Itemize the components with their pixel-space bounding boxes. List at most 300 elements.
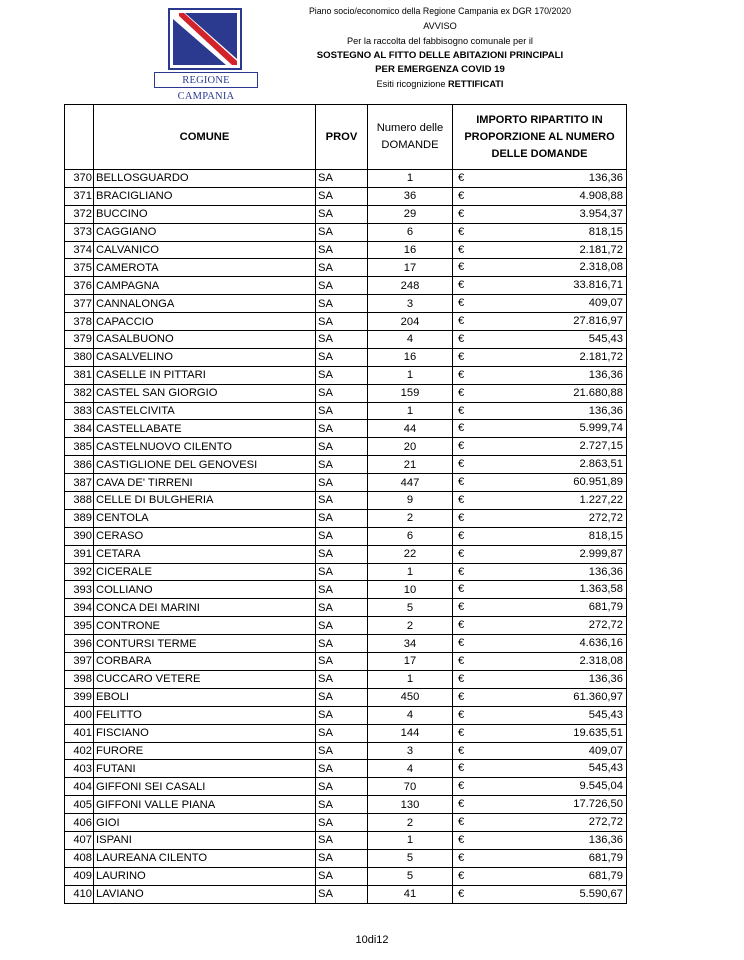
row-importo (453, 867, 627, 885)
row-importo (453, 653, 627, 671)
importo-value: 2.863,51 (579, 458, 623, 471)
row-index: 405 (65, 796, 94, 814)
header-line-6-prefix: Esiti ricognizione (376, 79, 449, 89)
row-comune: GIOI (94, 814, 316, 832)
row-domande: 450 (368, 688, 453, 706)
euro-symbol: € (458, 708, 465, 721)
row-importo (453, 187, 627, 205)
importo-value: 272,72 (588, 816, 623, 829)
row-index: 409 (65, 867, 94, 885)
table-row (65, 831, 627, 849)
header-comune: COMUNE (94, 105, 316, 170)
importo-value: 2.318,08 (579, 261, 623, 274)
row-domande: 2 (368, 617, 453, 635)
row-domande: 16 (368, 241, 453, 259)
row-index: 384 (65, 420, 94, 438)
row-importo (453, 742, 627, 760)
importo-value: 33.816,71 (573, 279, 623, 292)
row-index: 378 (65, 313, 94, 331)
row-comune: BUCCINO (94, 205, 316, 223)
row-domande: 159 (368, 384, 453, 402)
row-domande: 44 (368, 420, 453, 438)
row-domande: 17 (368, 653, 453, 671)
row-comune: FURORE (94, 742, 316, 760)
row-index: 407 (65, 831, 94, 849)
row-prov: SA (316, 313, 368, 331)
row-index: 398 (65, 670, 94, 688)
row-prov: SA (316, 277, 368, 295)
table-row (65, 420, 627, 438)
row-domande: 5 (368, 867, 453, 885)
importo-value: 136,36 (588, 833, 623, 846)
row-comune: CASELLE IN PITTARI (94, 366, 316, 384)
importo-value: 136,36 (588, 565, 623, 578)
row-comune: LAURINO (94, 867, 316, 885)
row-importo (453, 474, 627, 492)
table-row (65, 187, 627, 205)
euro-symbol: € (458, 637, 465, 650)
row-comune: FUTANI (94, 760, 316, 778)
euro-symbol: € (458, 780, 465, 793)
row-comune: CAGGIANO (94, 223, 316, 241)
row-comune: CAVA DE' TIRRENI (94, 474, 316, 492)
header-prov: PROV (316, 105, 368, 170)
table-row (65, 277, 627, 295)
row-prov: SA (316, 545, 368, 563)
euro-symbol: € (458, 350, 465, 363)
row-comune: BELLOSGUARDO (94, 170, 316, 188)
row-importo (453, 277, 627, 295)
euro-symbol: € (458, 172, 465, 184)
row-prov: SA (316, 527, 368, 545)
page-number: 10di12 (355, 934, 389, 946)
regione-campania-crest-icon (168, 8, 242, 70)
row-domande: 5 (368, 849, 453, 867)
header-line-3: Per la raccolta del fabbisogno comunale per il (347, 36, 533, 46)
table-row (65, 205, 627, 223)
importo-value: 2.181,72 (579, 243, 623, 256)
table-row (65, 670, 627, 688)
row-domande: 6 (368, 527, 453, 545)
row-prov: SA (316, 724, 368, 742)
document-header (300, 4, 580, 92)
row-prov: SA (316, 617, 368, 635)
euro-symbol: € (458, 189, 465, 202)
row-importo (453, 527, 627, 545)
importo-value: 409,07 (588, 744, 623, 757)
row-comune: CONTRONE (94, 617, 316, 635)
euro-symbol: € (458, 458, 465, 471)
row-domande: 2 (368, 509, 453, 527)
table-row (65, 796, 627, 814)
row-prov: SA (316, 599, 368, 617)
row-domande: 34 (368, 635, 453, 653)
row-comune: CANNALONGA (94, 295, 316, 313)
row-importo (453, 778, 627, 796)
row-importo (453, 492, 627, 510)
row-index: 392 (65, 563, 94, 581)
row-index: 376 (65, 277, 94, 295)
row-importo (453, 635, 627, 653)
row-index: 383 (65, 402, 94, 420)
euro-symbol: € (458, 494, 465, 507)
row-prov: SA (316, 366, 368, 384)
table-row (65, 581, 627, 599)
row-index: 394 (65, 599, 94, 617)
row-prov: SA (316, 187, 368, 205)
table-row (65, 492, 627, 510)
row-index: 375 (65, 259, 94, 277)
table-row (65, 384, 627, 402)
row-comune: COLLIANO (94, 581, 316, 599)
header-line-1: Piano socio/economico della Regione Campania ex DGR 170/2020 (308, 6, 572, 16)
row-importo (453, 313, 627, 331)
row-prov: SA (316, 653, 368, 671)
row-index: 380 (65, 348, 94, 366)
row-importo (453, 366, 627, 384)
row-importo (453, 223, 627, 241)
euro-symbol: € (458, 672, 465, 685)
row-prov: SA (316, 474, 368, 492)
row-importo (453, 760, 627, 778)
row-importo (453, 509, 627, 527)
header-numero-domande-text: Numero delle DOMANDE (376, 122, 444, 151)
euro-symbol: € (458, 869, 465, 882)
euro-symbol: € (458, 547, 465, 560)
row-comune: GIFFONI SEI CASALI (94, 778, 316, 796)
importo-value: 61.360,97 (573, 690, 623, 703)
row-domande: 5 (368, 599, 453, 617)
row-index: 370 (65, 170, 94, 188)
importo-value: 1.363,58 (579, 583, 623, 596)
row-comune: LAVIANO (94, 885, 316, 903)
euro-symbol: € (458, 440, 465, 453)
table-row (65, 885, 627, 903)
table-row (65, 366, 627, 384)
row-prov: SA (316, 331, 368, 349)
row-domande: 204 (368, 313, 453, 331)
row-prov: SA (316, 831, 368, 849)
row-importo (453, 563, 627, 581)
row-domande: 16 (368, 348, 453, 366)
importo-value: 4.908,88 (579, 189, 623, 202)
row-domande: 41 (368, 885, 453, 903)
row-index: 396 (65, 635, 94, 653)
table-row (65, 509, 627, 527)
importo-value: 136,36 (588, 404, 623, 417)
row-domande: 3 (368, 295, 453, 313)
row-comune: LAUREANA CILENTO (94, 849, 316, 867)
row-index: 387 (65, 474, 94, 492)
row-prov: SA (316, 706, 368, 724)
row-comune: CORBARA (94, 653, 316, 671)
row-index: 399 (65, 688, 94, 706)
importo-value: 818,15 (588, 225, 623, 238)
row-index: 372 (65, 205, 94, 223)
row-importo (453, 670, 627, 688)
row-importo (453, 831, 627, 849)
row-domande: 4 (368, 706, 453, 724)
row-domande: 6 (368, 223, 453, 241)
row-comune: CALVANICO (94, 241, 316, 259)
row-comune: FISCIANO (94, 724, 316, 742)
importo-value: 2.181,72 (579, 350, 623, 363)
row-index: 379 (65, 331, 94, 349)
row-prov: SA (316, 241, 368, 259)
row-importo (453, 885, 627, 903)
euro-symbol: € (458, 261, 465, 274)
table-row (65, 402, 627, 420)
row-index: 389 (65, 509, 94, 527)
row-domande: 1 (368, 670, 453, 688)
row-domande: 1 (368, 563, 453, 581)
allocation-table (64, 104, 627, 904)
row-importo (453, 849, 627, 867)
row-importo (453, 724, 627, 742)
importo-value: 136,36 (588, 672, 623, 685)
row-index: 373 (65, 223, 94, 241)
importo-value: 409,07 (588, 297, 623, 310)
row-domande: 1 (368, 831, 453, 849)
importo-value: 9.545,04 (579, 780, 623, 793)
euro-symbol: € (458, 887, 465, 900)
table-row (65, 313, 627, 331)
importo-value: 545,43 (588, 708, 623, 721)
header-numero-domande (368, 105, 453, 170)
table-row (65, 724, 627, 742)
euro-symbol: € (458, 476, 465, 489)
row-comune: CASTELLABATE (94, 420, 316, 438)
row-prov: SA (316, 170, 368, 188)
row-comune: CETARA (94, 545, 316, 563)
row-domande: 4 (368, 760, 453, 778)
euro-symbol: € (458, 565, 465, 578)
header-importo-text: IMPORTO RIPARTITO IN PROPORZIONE AL NUMERO DELLE DOMANDE (464, 113, 615, 160)
importo-value: 1.227,22 (579, 494, 623, 507)
row-comune: FELITTO (94, 706, 316, 724)
row-importo (453, 581, 627, 599)
row-comune: GIFFONI VALLE PIANA (94, 796, 316, 814)
importo-value: 5.590,67 (579, 887, 623, 900)
row-index: 390 (65, 527, 94, 545)
table-row (65, 170, 627, 188)
header-importo (453, 105, 627, 170)
euro-symbol: € (458, 243, 465, 256)
importo-value: 2.318,08 (579, 655, 623, 668)
importo-value: 681,79 (588, 851, 623, 864)
importo-value: 545,43 (588, 333, 623, 346)
euro-symbol: € (458, 386, 465, 399)
row-prov: SA (316, 205, 368, 223)
euro-symbol: € (458, 279, 465, 292)
importo-value: 5.999,74 (579, 422, 623, 435)
importo-value: 27.816,97 (573, 315, 623, 328)
row-domande: 144 (368, 724, 453, 742)
euro-symbol: € (458, 655, 465, 668)
table-row (65, 527, 627, 545)
row-domande: 10 (368, 581, 453, 599)
row-domande: 22 (368, 545, 453, 563)
row-index: 406 (65, 814, 94, 832)
row-domande: 130 (368, 796, 453, 814)
importo-value: 17.726,50 (573, 798, 623, 811)
row-index: 404 (65, 778, 94, 796)
table-row (65, 438, 627, 456)
row-importo (453, 688, 627, 706)
logo-text: REGIONE CAMPANIA (154, 72, 258, 88)
row-prov: SA (316, 492, 368, 510)
row-domande: 3 (368, 742, 453, 760)
table-row (65, 295, 627, 313)
importo-value: 272,72 (588, 619, 623, 632)
importo-value: 545,43 (588, 762, 623, 775)
importo-value: 681,79 (588, 601, 623, 614)
importo-value: 21.680,88 (573, 386, 623, 399)
importo-value: 2.727,15 (579, 440, 623, 453)
row-index: 382 (65, 384, 94, 402)
euro-symbol: € (458, 762, 465, 775)
euro-symbol: € (458, 422, 465, 435)
row-prov: SA (316, 438, 368, 456)
row-importo (453, 599, 627, 617)
euro-symbol: € (458, 798, 465, 811)
row-prov: SA (316, 849, 368, 867)
row-domande: 17 (368, 259, 453, 277)
table-row (65, 742, 627, 760)
row-domande: 4 (368, 331, 453, 349)
row-domande: 1 (368, 402, 453, 420)
row-comune: CONCA DEI MARINI (94, 599, 316, 617)
euro-symbol: € (458, 851, 465, 864)
row-importo (453, 384, 627, 402)
row-importo (453, 348, 627, 366)
row-comune: EBOLI (94, 688, 316, 706)
table-row (65, 331, 627, 349)
row-comune: CASALBUONO (94, 331, 316, 349)
euro-symbol: € (458, 207, 465, 220)
row-comune: CAMEROTA (94, 259, 316, 277)
row-index: 401 (65, 724, 94, 742)
row-index: 400 (65, 706, 94, 724)
row-index: 397 (65, 653, 94, 671)
row-domande: 70 (368, 778, 453, 796)
importo-value: 681,79 (588, 869, 623, 882)
table-header-row (65, 105, 627, 170)
table-row (65, 688, 627, 706)
table-row (65, 223, 627, 241)
header-line-5: PER EMERGENZA COVID 19 (375, 64, 505, 75)
table-row (65, 563, 627, 581)
table-body (65, 170, 627, 904)
row-importo (453, 402, 627, 420)
row-index: 403 (65, 760, 94, 778)
table-row (65, 617, 627, 635)
header-line-2: AVVISO (423, 21, 457, 31)
row-index: 374 (65, 241, 94, 259)
row-prov: SA (316, 259, 368, 277)
row-domande: 1 (368, 170, 453, 188)
table-row (65, 474, 627, 492)
row-prov: SA (316, 760, 368, 778)
row-importo (453, 814, 627, 832)
row-importo (453, 259, 627, 277)
row-index: 393 (65, 581, 94, 599)
row-domande: 29 (368, 205, 453, 223)
row-comune: CELLE DI BULGHERIA (94, 492, 316, 510)
row-index: 408 (65, 849, 94, 867)
row-importo (453, 241, 627, 259)
header-line-6-bold: RETTIFICATI (448, 79, 504, 89)
row-index: 410 (65, 885, 94, 903)
row-prov: SA (316, 778, 368, 796)
euro-symbol: € (458, 601, 465, 614)
row-prov: SA (316, 456, 368, 474)
row-domande: 36 (368, 187, 453, 205)
euro-symbol: € (458, 297, 465, 310)
importo-value: 136,36 (588, 172, 623, 184)
row-importo (453, 331, 627, 349)
header-index (65, 105, 94, 170)
table-row (65, 545, 627, 563)
row-comune: CASALVELINO (94, 348, 316, 366)
row-importo (453, 420, 627, 438)
row-prov: SA (316, 670, 368, 688)
row-comune: CERASO (94, 527, 316, 545)
row-comune: CAPACCIO (94, 313, 316, 331)
euro-symbol: € (458, 511, 465, 524)
row-prov: SA (316, 509, 368, 527)
table-row (65, 867, 627, 885)
importo-value: 19.635,51 (573, 726, 623, 739)
importo-value: 3.954,37 (579, 207, 623, 220)
euro-symbol: € (458, 404, 465, 417)
row-index: 395 (65, 617, 94, 635)
table-row (65, 635, 627, 653)
row-importo (453, 545, 627, 563)
row-importo (453, 170, 627, 188)
row-prov: SA (316, 295, 368, 313)
row-importo (453, 438, 627, 456)
row-comune: CASTELCIVITA (94, 402, 316, 420)
row-prov: SA (316, 223, 368, 241)
regione-campania-logo (154, 6, 258, 102)
row-index: 385 (65, 438, 94, 456)
row-prov: SA (316, 402, 368, 420)
euro-symbol: € (458, 333, 465, 346)
row-domande: 248 (368, 277, 453, 295)
row-comune: CONTURSI TERME (94, 635, 316, 653)
row-prov: SA (316, 867, 368, 885)
euro-symbol: € (458, 816, 465, 829)
row-index: 381 (65, 366, 94, 384)
row-importo (453, 706, 627, 724)
row-comune: CICERALE (94, 563, 316, 581)
table-row (65, 814, 627, 832)
euro-symbol: € (458, 368, 465, 381)
row-prov: SA (316, 348, 368, 366)
table-row (65, 259, 627, 277)
table-row (65, 241, 627, 259)
row-index: 371 (65, 187, 94, 205)
euro-symbol: € (458, 583, 465, 596)
importo-value: 60.951,89 (573, 476, 623, 489)
row-prov: SA (316, 885, 368, 903)
row-comune: CENTOLA (94, 509, 316, 527)
row-comune: BRACIGLIANO (94, 187, 316, 205)
importo-value: 818,15 (588, 529, 623, 542)
row-index: 402 (65, 742, 94, 760)
row-index: 377 (65, 295, 94, 313)
